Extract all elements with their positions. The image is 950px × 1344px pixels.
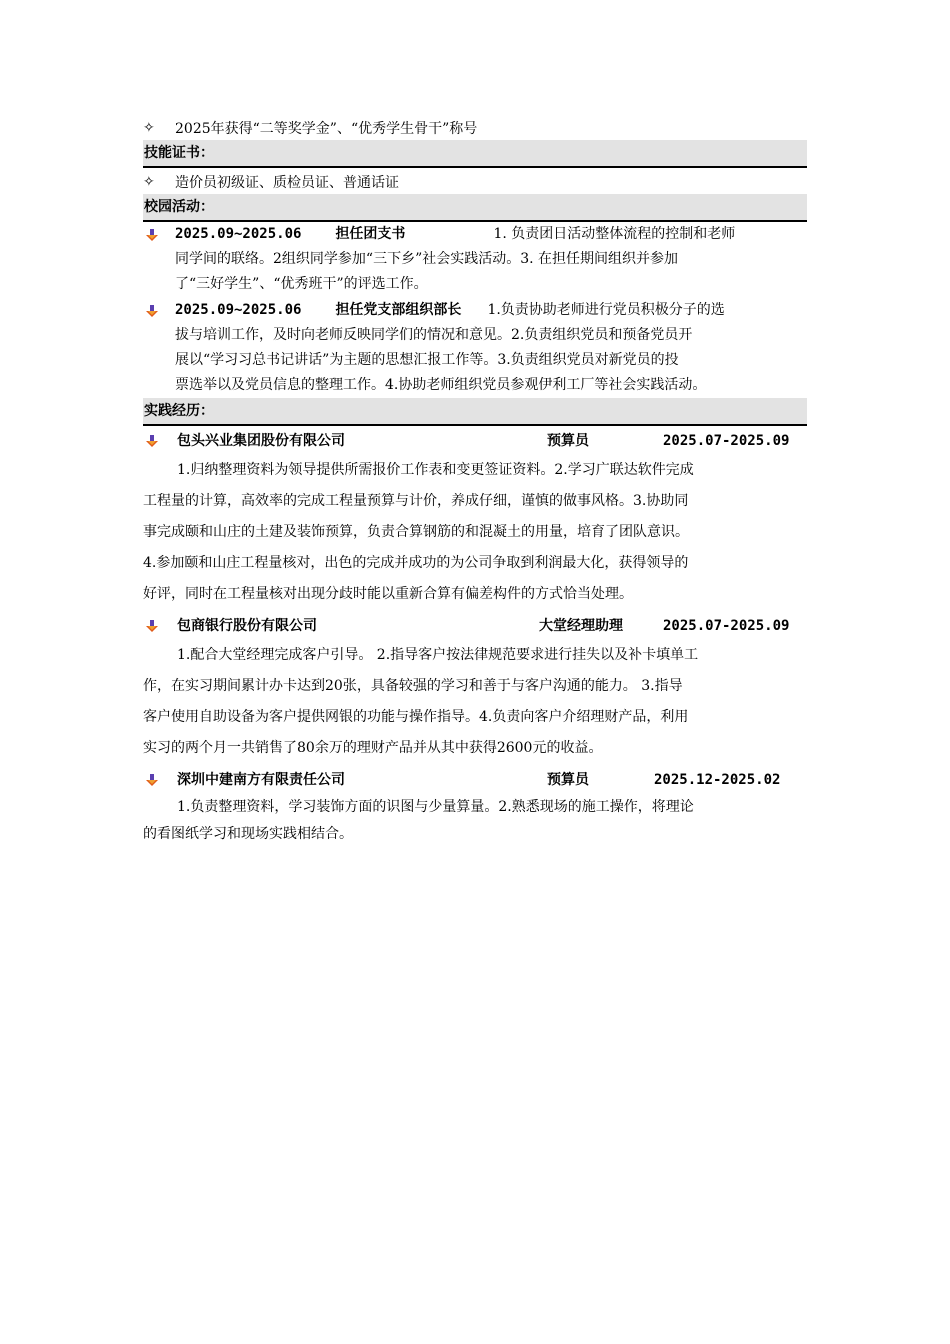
job-desc-line: 实习的两个月一共销售了80余万的理财产品并从其中获得2600元的收益。 — [143, 740, 603, 756]
diamond-icon: ✧ — [143, 174, 155, 190]
job-company: 深圳中建南方有限责任公司 — [177, 772, 345, 788]
arrow-bullet-icon — [145, 619, 159, 633]
job-desc-line: 好评，同时在工程量核对出现分歧时能以重新合算有偏差构件的方式恰当处理。 — [143, 586, 633, 602]
campus-desc-line: 同学间的联络。2组织同学参加“三下乡”社会实践活动。3. 在担任期间组织并参加 — [175, 251, 679, 267]
campus-role: 担任团支书 — [335, 226, 406, 242]
job-desc-line: 1.负责整理资料，学习装饰方面的识图与少量算量。2.熟悉现场的施工操作，将理论 — [177, 799, 694, 815]
arrow-bullet-icon — [145, 773, 159, 787]
award-line — [143, 116, 807, 140]
job-company: 包头兴业集团股份有限公司 — [177, 433, 345, 449]
campus-entry — [143, 298, 807, 398]
skills-text: 造价员初级证、质检员证、普通话证 — [175, 175, 399, 191]
campus-desc-line: 拔与培训工作，及时向老师反映同学们的情况和意见。2.负责组织党员和预备党员开 — [175, 327, 693, 343]
job-header — [143, 612, 807, 640]
campus-desc-line: 1.负责协助老师进行党员积极分子的选 — [487, 302, 725, 318]
arrow-bullet-icon — [145, 434, 159, 448]
job-desc-line: 的看图纸学习和现场实践相结合。 — [143, 826, 353, 842]
arrow-bullet-icon — [145, 228, 159, 242]
award-text: 2025年获得“二等奖学金”、“优秀学生骨干”称号 — [175, 121, 478, 137]
job-desc-line: 工程量的计算，高效率的完成工程量预算与计价，养成仔细，谨慎的做事风格。3.协助同 — [143, 493, 689, 509]
job-desc-line: 客户使用自助设备为客户提供网银的功能与操作指导。4.负责向客户介绍理财产品，利用 — [143, 709, 689, 725]
job-header — [143, 766, 807, 794]
job-desc-line: 1.归纳整理资料为领导提供所需报价工作表和变更签证资料。2.学习广联达软件完成 — [177, 462, 694, 478]
job-description — [143, 640, 807, 764]
job-dates: 2025.12-2025.02 — [654, 772, 781, 788]
resume-content — [143, 116, 807, 848]
campus-desc-line: 了“三好学生”、“优秀班干”的评选工作。 — [175, 276, 428, 292]
arrow-bullet-icon — [145, 304, 159, 318]
job-description — [143, 455, 807, 610]
job-role: 预算员 — [547, 433, 589, 449]
diamond-icon: ✧ — [143, 120, 155, 136]
campus-role: 担任党支部组织部长 — [335, 302, 462, 318]
job-dates: 2025.07-2025.09 — [663, 433, 790, 449]
job-description — [143, 794, 807, 848]
campus-heading: 校园活动： — [143, 194, 807, 222]
job-dates: 2025.07-2025.09 — [663, 618, 790, 634]
skills-heading: 技能证书： — [143, 140, 807, 168]
campus-date: 2025.09~2025.06 — [175, 302, 302, 318]
job-desc-line: 作，在实习期间累计办卡达到20张，具备较强的学习和善于与客户沟通的能力。 3.指导 — [143, 678, 683, 694]
job-role: 预算员 — [547, 772, 589, 788]
job-desc-line: 1.配合大堂经理完成客户引导。 2.指导客户按法律规范要求进行挂失以及补卡填单工 — [177, 647, 699, 663]
skills-line — [143, 170, 807, 194]
campus-desc-line: 展以“学习习总书记讲话”为主题的思想汇报工作等。3.负责组织党员对新党员的投 — [175, 352, 679, 368]
job-role: 大堂经理助理 — [539, 618, 623, 634]
job-desc-line: 4.参加颐和山庄工程量核对，出色的完成并成功的为公司争取到利润最大化，获得领导的 — [143, 555, 689, 571]
job-header — [143, 427, 807, 455]
campus-desc-line: 票选举以及党员信息的整理工作。4.协助老师组织党员参观伊利工厂等社会实践活动。 — [175, 377, 707, 393]
campus-entry — [143, 222, 807, 297]
job-desc-line: 事完成颐和山庄的土建及装饰预算，负责合算钢筋的和混凝土的用量，培育了团队意识。 — [143, 524, 689, 540]
job-company: 包商银行股份有限公司 — [177, 618, 317, 634]
campus-date: 2025.09~2025.06 — [175, 226, 302, 242]
campus-desc-line: 1. 负责团日活动整体流程的控制和老师 — [493, 226, 736, 242]
practice-heading: 实践经历： — [143, 398, 807, 426]
